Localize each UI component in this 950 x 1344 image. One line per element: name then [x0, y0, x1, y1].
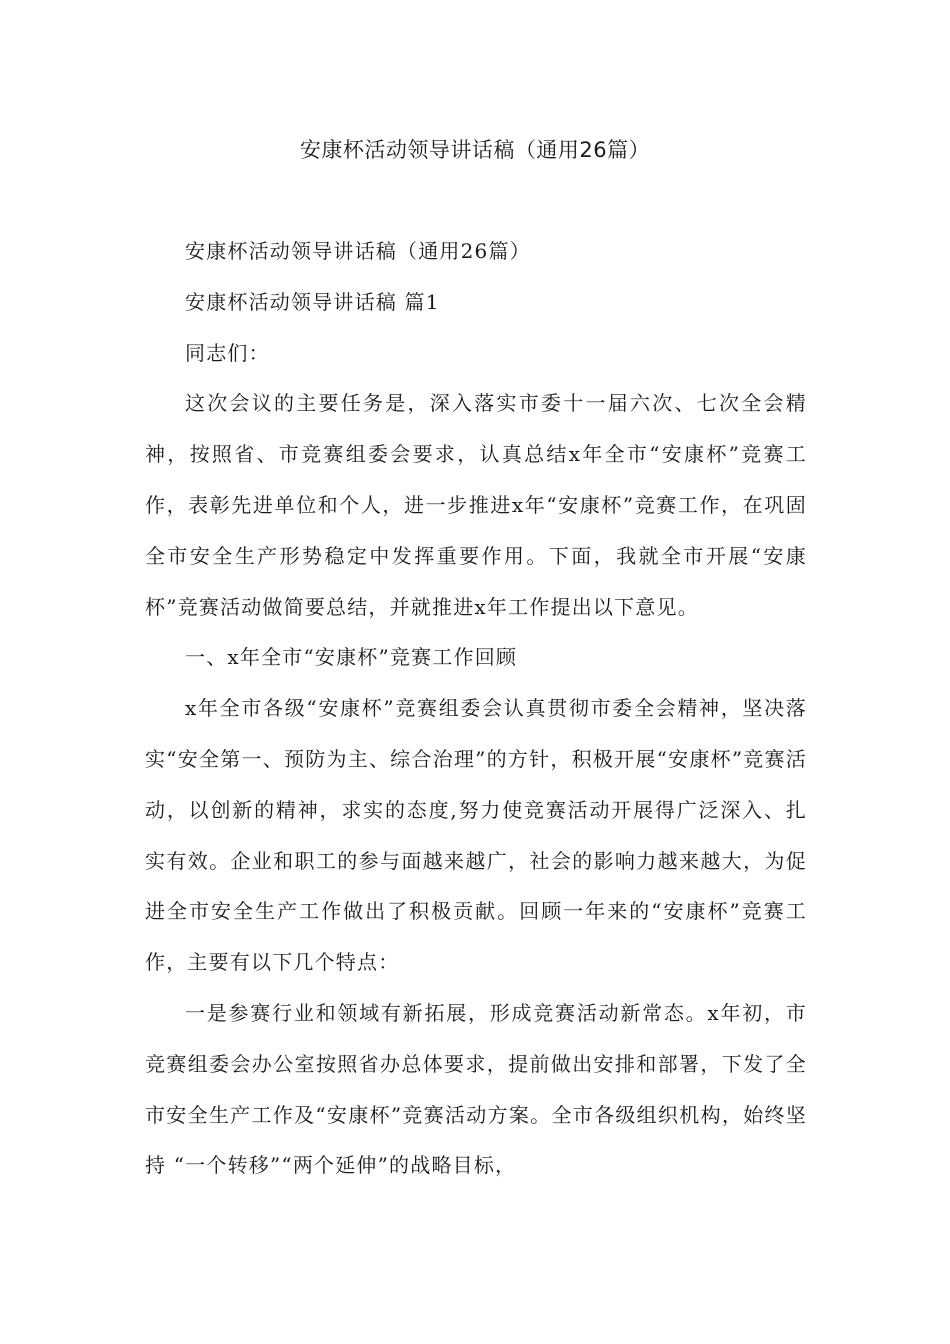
- paragraph-subtitle: 安康杯活动领导讲话稿（通用26篇）: [185, 239, 531, 263]
- paragraph-heading-review: 一、x年全市“安康杯”竞赛工作回顾: [185, 645, 518, 670]
- paragraph-point-one: 一是参赛行业和领域有新拓展，形成竞赛活动新常态。x年初，市竞赛组委会办公室按照省办总体要求，提前做出安排和部署，下发了全市安全生产工作及“安康杯”竞赛活动方案。全市各级组织机构，始终坚持 “一个转移”“两个延伸”的战略目标，: [145, 1000, 807, 1178]
- document-body: [145, 226, 807, 1191]
- paragraph-salutation: 同志们：: [185, 340, 270, 365]
- document-title: 安康杯活动领导讲话稿（通用26篇）: [299, 138, 651, 162]
- paragraph-section-heading: 安康杯活动领导讲话稿 篇1: [185, 289, 440, 314]
- paragraph-review: x年全市各级“安康杯”竞赛组委会认真贯彻市委全会精神，坚决落实“安全第一、预防为主、综合治理”的方针，积极开展“安康杯”竞赛活动，以创新的精神，求实的态度,努力使竞赛活动开展得广泛深入、扎实有效。企业和职工的参与面越来越广，社会的影响力越来越大，为促进全市安全生产工作做出了积极贡献。回顾一年来的“安康杯”竞赛工作，主要有以下几个特点：: [145, 696, 807, 975]
- paragraph-intro: 这次会议的主要任务是，深入落实市委十一届六次、七次全会精神，按照省、市竞赛组委会要求，认真总结x年全市“安康杯”竞赛工作，表彰先进单位和个人，进一步推进x年“安康杯”竞赛工作，在巩固全市安全生产形势稳定中发挥重要作用。下面，我就全市开展“安康杯”竞赛活动做简要总结，并就推进x年工作提出以下意见。: [145, 391, 807, 619]
